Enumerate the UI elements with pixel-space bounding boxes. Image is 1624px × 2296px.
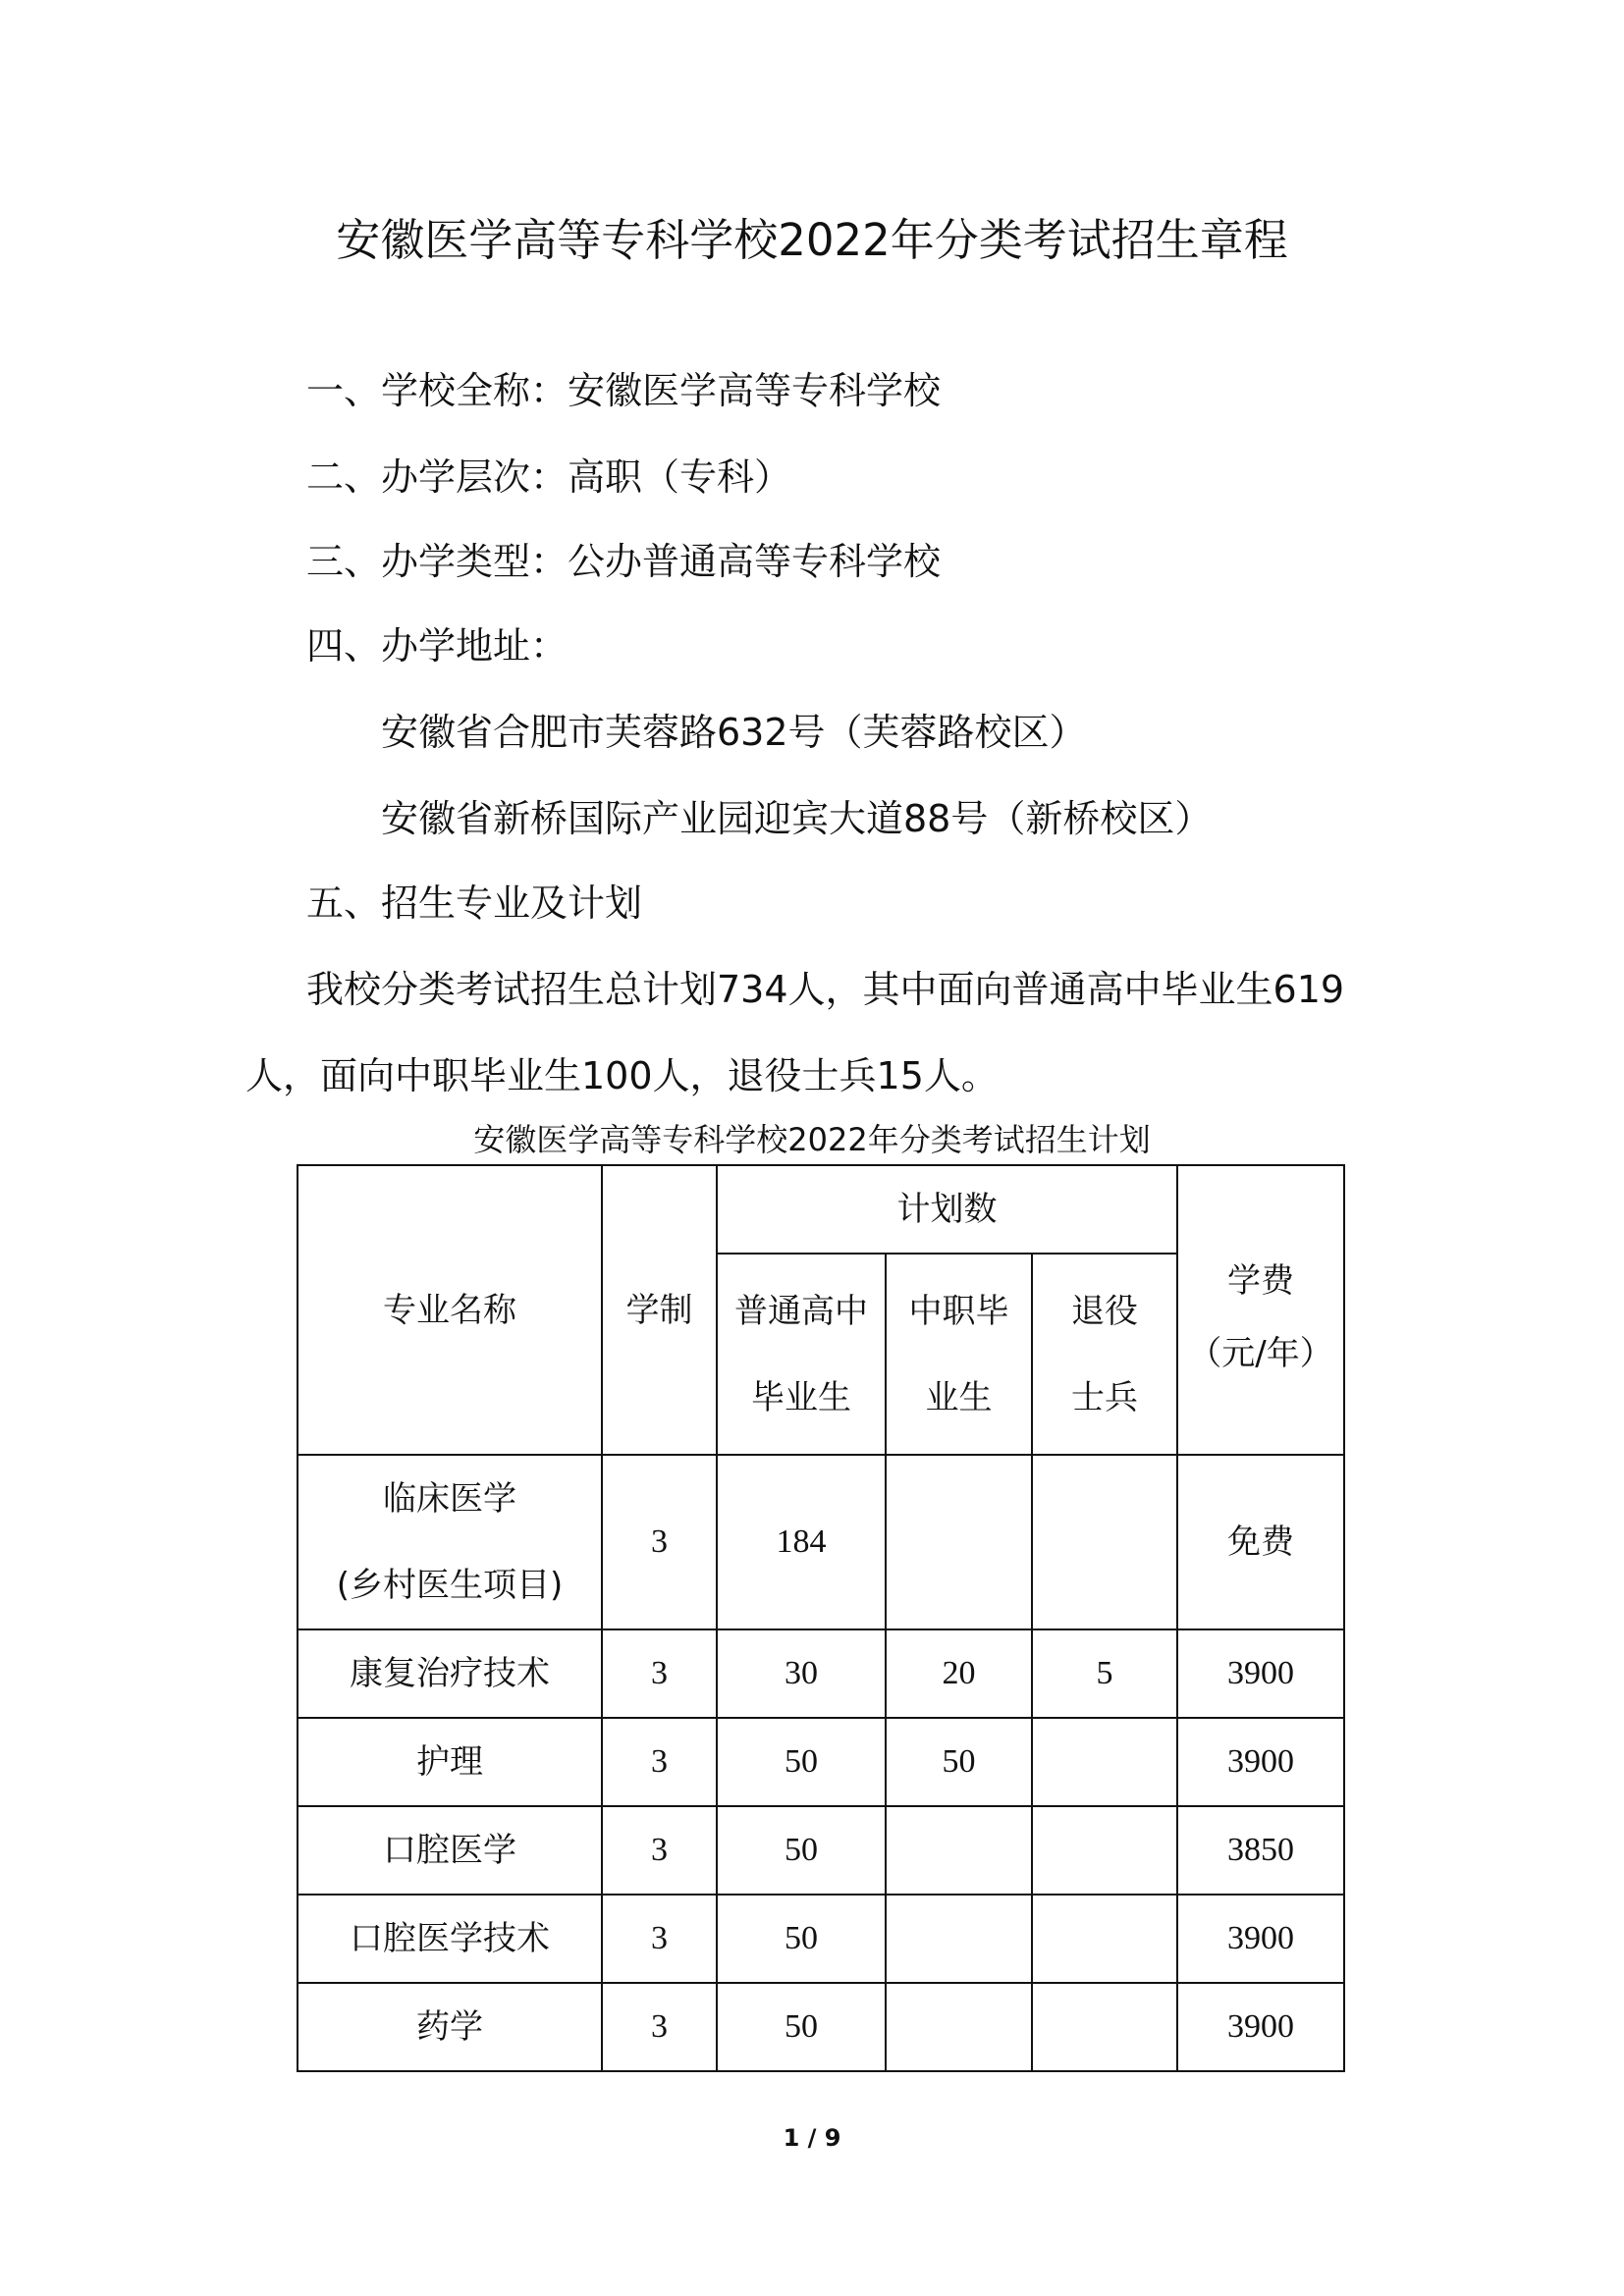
- header-tuition: [1177, 1165, 1344, 1455]
- cell-tuition: 免费: [1177, 1455, 1344, 1629]
- cell-veteran: [1032, 1895, 1177, 1983]
- paragraph-line-2: 人，面向中职毕业生100人，退役士兵15人。: [245, 1054, 999, 1097]
- cell-veteran: [1032, 1983, 1177, 2071]
- header-vocational-line1: 中职毕: [908, 1291, 1009, 1331]
- header-tuition-line1: 学费: [1227, 1260, 1295, 1301]
- cell-vocational: [886, 1895, 1032, 1983]
- header-tuition-line2: （元/年）: [1188, 1333, 1333, 1373]
- cell-tuition: 3900: [1177, 1983, 1344, 2071]
- cell-duration: 3: [602, 1718, 717, 1806]
- item-type: 三、办学类型：公办普通高等专科学校: [306, 540, 942, 583]
- header-veteran-line2: 士兵: [1071, 1377, 1139, 1417]
- cell-general: 50: [717, 1895, 886, 1983]
- cell-veteran: [1032, 1806, 1177, 1895]
- cell-major: [298, 1455, 602, 1629]
- cell-veteran: 5: [1032, 1629, 1177, 1718]
- header-veteran: [1032, 1254, 1177, 1455]
- item-level: 二、办学层次：高职（专科）: [306, 455, 792, 499]
- header-plan: 计划数: [717, 1165, 1177, 1254]
- table-row: [298, 1629, 1344, 1718]
- cell-vocational: 50: [886, 1718, 1032, 1806]
- cell-duration: 3: [602, 1629, 717, 1718]
- cell-veteran: [1032, 1455, 1177, 1629]
- cell-major: 口腔医学技术: [298, 1895, 602, 1983]
- cell-duration: 3: [602, 1455, 717, 1629]
- table-row: [298, 1895, 1344, 1983]
- cell-general: 50: [717, 1806, 886, 1895]
- cell-duration: 3: [602, 1895, 717, 1983]
- paragraph-line-1: 我校分类考试招生总计划734人，其中面向普通高中毕业生619: [306, 968, 1345, 1011]
- cell-duration: 3: [602, 1806, 717, 1895]
- header-general-hs: [717, 1254, 886, 1455]
- cell-vocational: [886, 1983, 1032, 2071]
- table-row: [298, 1455, 1344, 1629]
- cell-major-line2: (乡村医生项目): [336, 1566, 564, 1605]
- cell-tuition: 3900: [1177, 1629, 1344, 1718]
- cell-major: 康复治疗技术: [298, 1629, 602, 1718]
- item-address-xinqiao: 安徽省新桥国际产业园迎宾大道88号（新桥校区）: [381, 797, 1213, 840]
- cell-veteran: [1032, 1718, 1177, 1806]
- cell-duration: 3: [602, 1983, 717, 2071]
- cell-major: 护理: [298, 1718, 602, 1806]
- item-school-name: 一、学校全称：安徽医学高等专科学校: [306, 369, 942, 412]
- cell-general: 30: [717, 1629, 886, 1718]
- cell-tuition: 3900: [1177, 1718, 1344, 1806]
- table-row: [298, 1718, 1344, 1806]
- page-number: 1 / 9: [783, 2124, 841, 2152]
- cell-major: 药学: [298, 1983, 602, 2071]
- enrollment-plan-table: [297, 1164, 1345, 2072]
- header-major: 专业名称: [298, 1165, 602, 1455]
- cell-general: 50: [717, 1983, 886, 2071]
- table-row: [298, 1806, 1344, 1895]
- header-veteran-line1: 退役: [1071, 1291, 1139, 1331]
- item-address-heading: 四、办学地址：: [306, 624, 568, 667]
- cell-vocational: 20: [886, 1629, 1032, 1718]
- header-general-hs-line1: 普通高中: [734, 1291, 868, 1331]
- header-general-hs-line2: 毕业生: [751, 1377, 851, 1417]
- cell-major-line1: 临床医学: [383, 1479, 516, 1519]
- cell-tuition: 3850: [1177, 1806, 1344, 1895]
- item-majors-heading: 五、招生专业及计划: [306, 881, 643, 925]
- cell-general: 184: [717, 1455, 886, 1629]
- table-row: [298, 1983, 1344, 2071]
- cell-vocational: [886, 1806, 1032, 1895]
- header-duration: 学制: [602, 1165, 717, 1455]
- item-address-furong: 安徽省合肥市芙蓉路632号（芙蓉路校区）: [381, 711, 1087, 754]
- cell-major: 口腔医学: [298, 1806, 602, 1895]
- header-vocational-line2: 业生: [925, 1377, 993, 1417]
- header-vocational: [886, 1254, 1032, 1455]
- cell-vocational: [886, 1455, 1032, 1629]
- page-title: 安徽医学高等专科学校2022年分类考试招生章程: [336, 214, 1288, 266]
- table-caption: 安徽医学高等专科学校2022年分类考试招生计划: [473, 1121, 1151, 1158]
- cell-general: 50: [717, 1718, 886, 1806]
- cell-tuition: 3900: [1177, 1895, 1344, 1983]
